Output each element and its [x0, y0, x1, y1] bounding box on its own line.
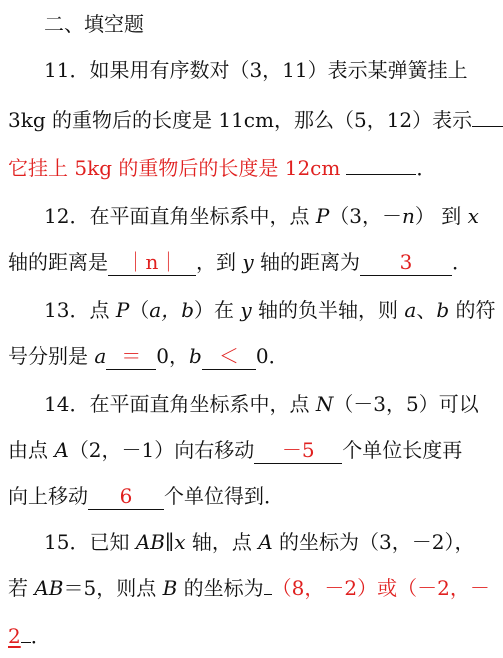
q13-text-d: 轴的负半轴，则 [251, 298, 405, 322]
q13-text-a: 13．点 [44, 298, 116, 322]
q15-text-b: 轴，点 [185, 530, 259, 554]
q12-var-n: n [402, 204, 415, 228]
q15-answer-part1: （8，－2）或（－2，－ [271, 576, 490, 600]
q12-var-p: P [315, 204, 330, 228]
q15-parallel: ∥ [164, 530, 175, 554]
q14-text-f: 向上移动 [8, 484, 88, 508]
q11-blank[interactable] [346, 150, 416, 175]
q15-line1 [44, 520, 503, 564]
q14-text-c: 由点 [8, 438, 55, 462]
q13-text-b: （ [129, 298, 150, 322]
q14-var-a: A [54, 438, 69, 462]
q12-end: ． [452, 250, 473, 274]
q15-var-ab: AB [135, 530, 165, 554]
q12-line1 [44, 194, 503, 238]
q15-text-a: 15．已知 [44, 530, 136, 554]
q14-text-d: （2，－1）向右移动 [68, 438, 255, 462]
q14-text-a: 14．在平面直角坐标系中，点 [44, 392, 316, 416]
q11-line1: 11．如果用有序数对（3，11）表示某弹簧挂上 [44, 58, 468, 82]
q13-var-b: b [436, 298, 450, 322]
q12-text-f: 轴的距离为 [253, 250, 361, 274]
q11-end: ． [416, 156, 437, 180]
q15-line3 [8, 614, 503, 658]
q11-blank-tail[interactable] [472, 102, 503, 127]
q13-var-ab: a，b [149, 298, 195, 322]
q12-answer1[interactable]: ｜n｜ [108, 251, 196, 276]
q13-line2 [8, 334, 503, 378]
q13-text-e: 、 [416, 298, 437, 322]
q14-line2 [8, 428, 503, 472]
q14-text-g: 个单位得到． [164, 484, 284, 508]
q13-text-h: 0， [156, 344, 190, 368]
q15-text-f: 的坐标为 [177, 576, 264, 600]
q11-line3 [8, 146, 503, 190]
q13-var-y: y [240, 298, 252, 322]
q14-text-e: 个单位长度再 [342, 438, 463, 462]
q15-answer-part2: 2 [8, 624, 21, 648]
q14-answer1[interactable]: －5 [254, 439, 342, 464]
q15-line2 [8, 566, 503, 610]
q12-text-d: 轴的距离是 [8, 250, 108, 274]
q12-answer2[interactable]: 3 [360, 251, 452, 276]
q14-answer2[interactable]: 6 [88, 485, 164, 510]
q14-line1 [44, 382, 503, 426]
q15-blank-lead[interactable] [264, 570, 272, 595]
section-title: 二、填空题 [44, 12, 144, 36]
q13-text-i: 0． [255, 344, 289, 368]
q13-var-p: P [115, 298, 130, 322]
q13-text-c: ）在 [194, 298, 241, 322]
q12-var-y: y [242, 250, 254, 274]
q13-line1 [44, 288, 503, 332]
q13-var-a2: a [94, 344, 107, 368]
q15-var-a: A [258, 530, 273, 554]
q15-var-ab2: AB [34, 576, 64, 600]
q11-line2 [8, 98, 503, 142]
q12-var-x: x [467, 204, 479, 228]
q15-var-x: x [174, 530, 186, 554]
q15-text-c: 的坐标为（3，－2）， [272, 530, 475, 554]
q13-text-g: 号分别是 [8, 344, 95, 368]
q12-text-a: 12．在平面直角坐标系中，点 [44, 204, 316, 228]
q13-answer2[interactable]: ＜ [202, 345, 256, 370]
q14-line3 [8, 474, 503, 518]
q13-text-f: 的符 [449, 298, 496, 322]
q14-var-n: N [315, 392, 334, 416]
q14-text-b: （－3，5）可以 [333, 392, 479, 416]
q11-answer: 它挂上 5kg 的重物后的长度是 12cm [8, 156, 341, 180]
q15-blank-tail[interactable] [21, 618, 31, 643]
q15-end: ． [30, 624, 51, 648]
q15-var-b: B [162, 576, 178, 600]
q12-text-b: （3，－ [329, 204, 403, 228]
q15-text-d: 若 [8, 576, 35, 600]
q12-text-c: ） 到 [414, 204, 468, 228]
q13-answer1[interactable]: ＝ [106, 345, 156, 370]
q13-var-b2: b [189, 344, 202, 368]
q12-text-e: ，到 [196, 250, 243, 274]
q13-var-a: a [404, 298, 417, 322]
q15-text-e: ＝5，则点 [63, 576, 163, 600]
q11-line2-text: 3kg 的重物后的长度是 11cm，那么（5，12）表示 [8, 108, 473, 132]
q12-line2 [8, 240, 503, 284]
